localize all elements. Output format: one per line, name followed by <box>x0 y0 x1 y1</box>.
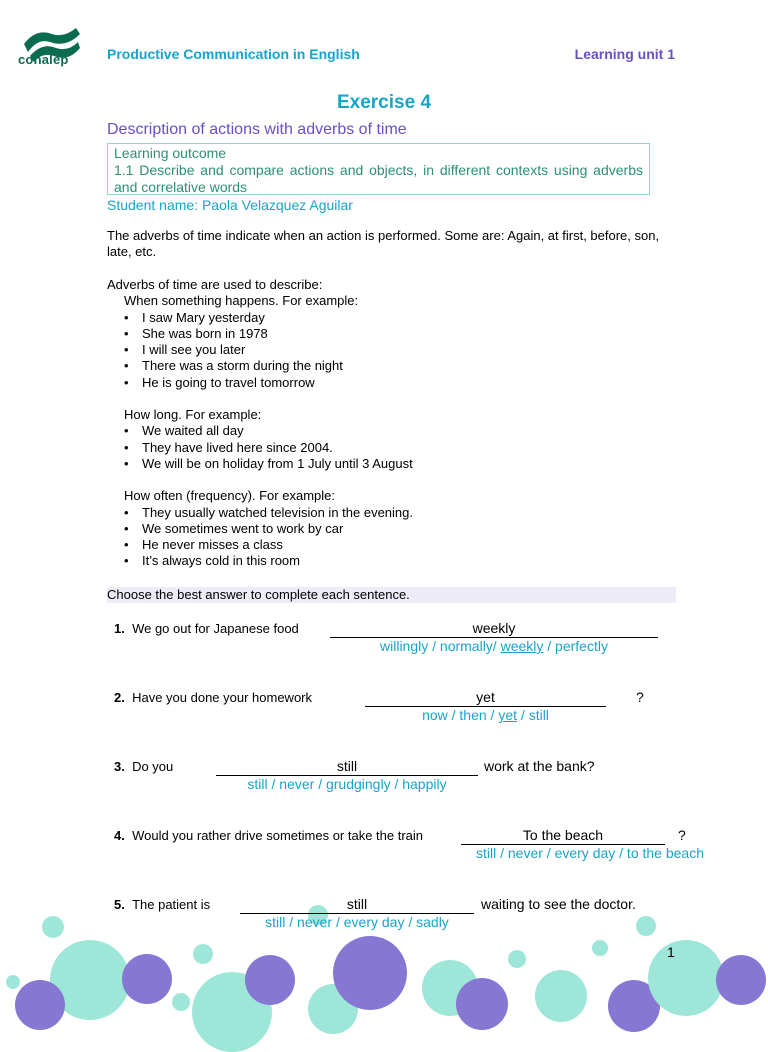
question-1: 1. We go out for Japanese food <box>114 621 299 636</box>
intro-paragraph: The adverbs of time indicate when an action is performed. Some are: Again, at first, before, son, late, etc. <box>107 228 660 259</box>
list-item: • We will be on holiday from 1 July until 3 August <box>124 455 413 471</box>
list-item: • I will see you later <box>124 342 246 358</box>
question-tail: waiting to see the doctor. <box>481 896 636 912</box>
section-label: How long. For example: <box>124 407 262 423</box>
answer-options: now / then / yet / still <box>422 707 549 723</box>
exercise-title: Exercise 4 <box>336 92 432 113</box>
question-tail: ? <box>636 689 644 705</box>
bullet-icon: • <box>124 439 129 455</box>
bullet-icon: • <box>124 358 129 374</box>
answer-field[interactable]: still <box>216 758 478 776</box>
answer-field[interactable]: still <box>240 896 474 914</box>
decorative-circle <box>122 954 172 1004</box>
list-item: • It’s always cold in this room <box>124 553 300 569</box>
bullet-icon: • <box>124 309 129 325</box>
outcome-label: Learning outcome <box>114 145 227 161</box>
example-list <box>107 310 682 391</box>
decorative-circle <box>592 940 608 956</box>
decorative-circle <box>535 970 587 1022</box>
list-item: • There was a storm during the night <box>124 358 343 374</box>
bullet-icon: • <box>124 455 129 471</box>
question-tail: work at the bank? <box>484 758 595 774</box>
list-item: • He is going to travel tomorrow <box>124 374 315 390</box>
decorative-circle <box>193 944 213 964</box>
bullet-icon: • <box>124 342 129 358</box>
body-content <box>107 228 682 570</box>
question-3: 3. Do you <box>114 759 174 774</box>
question-tail: ? <box>678 827 686 843</box>
list-item: • We sometimes went to work by car <box>124 520 344 536</box>
answer-options: willingly / normally/ weekly / perfectly <box>380 638 608 654</box>
decorative-circle <box>6 975 20 989</box>
list-item: • She was born in 1978 <box>124 325 268 341</box>
bullet-icon: • <box>124 504 129 520</box>
answer-field[interactable]: weekly <box>330 620 658 638</box>
question-2: 2. Have you done your homework <box>114 690 313 705</box>
decorative-circle <box>172 993 190 1011</box>
uses-heading: Adverbs of time are used to describe: <box>107 277 323 292</box>
instructions-bar: Choose the best answer to complete each sentence. <box>107 587 676 603</box>
decorative-circle <box>42 916 64 938</box>
decorative-circle <box>456 978 508 1030</box>
decorative-circle <box>636 916 656 936</box>
list-item: • They have lived here since 2004. <box>124 439 333 455</box>
bullet-icon: • <box>124 520 129 536</box>
decorative-circle <box>333 936 407 1010</box>
decorative-circle <box>508 950 526 968</box>
bullet-icon: • <box>124 374 129 390</box>
list-item: • We waited all day <box>124 423 244 439</box>
answer-options: still / never / every day / sadly <box>265 914 449 930</box>
decorative-circle <box>15 980 65 1030</box>
list-item: • He never misses a class <box>124 537 283 553</box>
list-item: • I saw Mary yesterday <box>124 309 265 325</box>
course-title: Productive Communication in English <box>107 46 360 62</box>
bullet-icon: • <box>124 553 129 569</box>
section-label: When something happens. For example: <box>124 293 359 309</box>
answer-options: still / never / every day / to the beach <box>475 845 704 861</box>
answer-options: still / never / grudgingly / happily <box>247 776 447 792</box>
answer-field[interactable]: To the beach <box>461 827 665 845</box>
learning-unit: Learning unit 1 <box>574 46 675 62</box>
example-list <box>107 423 682 472</box>
bullet-icon: • <box>124 325 129 341</box>
bullet-icon: • <box>124 423 129 439</box>
decorative-circle <box>716 955 766 1005</box>
answer-field[interactable]: yet <box>365 689 606 707</box>
learning-outcome-box <box>107 143 650 195</box>
outcome-text: 1.1 Describe and compare actions and objects, in different contexts using adverbs and correlative words <box>114 162 643 195</box>
logo-text: conalep <box>18 52 69 67</box>
page-number: 1 <box>667 944 675 960</box>
question-4: 4. Would you rather drive sometimes or take the train <box>114 828 424 843</box>
student-name: Student name: Paola Velazquez Aguilar <box>107 197 353 213</box>
example-list <box>107 505 682 570</box>
decorative-circle <box>245 955 295 1005</box>
bullet-icon: • <box>124 537 129 553</box>
list-item: • They usually watched television in the evening. <box>124 504 413 520</box>
exercise-subtitle: Description of actions with adverbs of time <box>107 121 407 138</box>
section-label: How often (frequency). For example: <box>124 488 335 504</box>
decorative-circle <box>648 940 724 1016</box>
question-5: 5. The patient is <box>114 897 211 912</box>
